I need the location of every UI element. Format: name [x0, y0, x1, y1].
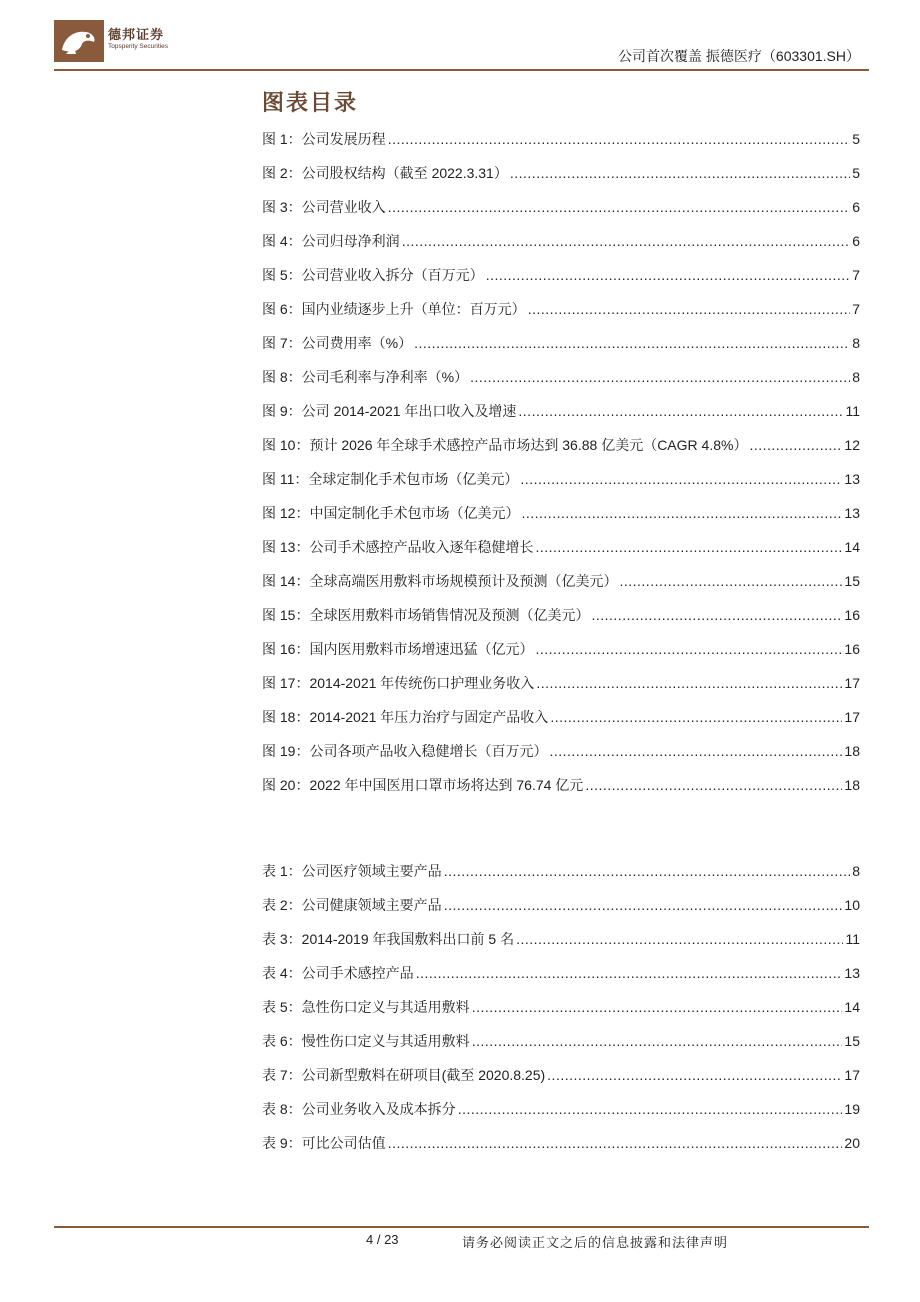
toc-leader-dots [521, 504, 842, 522]
toc-leader-dots [470, 368, 850, 386]
toc-entry-label: 图 5：公司营业收入拆分（百万元） [262, 267, 484, 283]
toc-entry[interactable] [262, 1100, 860, 1134]
toc-entry-label: 图 10：预计 2026 年全球手术感控产品市场达到 36.88 亿美元（CAGR 4.8%） [262, 437, 748, 453]
toc-entry-page: 15 [844, 573, 860, 589]
toc-entry-label: 图 17：2014-2021 年传统伤口护理业务收入 [262, 675, 535, 691]
toc-entry-page: 16 [844, 607, 860, 623]
toc-entry-label: 表 6：慢性伤口定义与其适用敷料 [262, 1033, 470, 1049]
toc-leader-dots [619, 572, 842, 590]
logo-subtext: Topsperity Securities [108, 43, 168, 50]
toc-leader-dots [402, 232, 851, 250]
toc-leader-dots [535, 640, 842, 658]
toc-leader-dots [520, 470, 842, 488]
toc-entry[interactable] [262, 368, 860, 402]
toc-entry-label: 图 7：公司费用率（%） [262, 335, 413, 351]
toc-leader-dots [591, 606, 842, 624]
toc-leader-dots [458, 1100, 843, 1118]
toc-entry[interactable] [262, 300, 860, 334]
figure-list [262, 130, 860, 810]
disclaimer-note: 请务必阅读正文之后的信息披露和法律声明 [462, 1235, 729, 1250]
toc-entry[interactable] [262, 606, 860, 640]
toc-leader-dots [444, 896, 843, 914]
toc-entry[interactable] [262, 538, 860, 572]
toc-entry[interactable] [262, 998, 860, 1032]
toc-entry[interactable] [262, 266, 860, 300]
toc-entry[interactable] [262, 964, 860, 998]
toc-entry[interactable] [262, 470, 860, 504]
toc-title: 图表目录 [262, 90, 359, 116]
toc-entry-page: 18 [844, 777, 860, 793]
toc-entry-label: 图 20：2022 年中国医用口罩市场将达到 76.74 亿元 [262, 777, 584, 793]
toc-entry-page: 20 [844, 1135, 860, 1151]
toc-entry-label: 图 6：国内业绩逐步上升（单位：百万元） [262, 301, 526, 317]
toc-leader-dots [510, 164, 850, 182]
toc-leader-dots [550, 708, 842, 726]
toc-leader-dots [444, 862, 851, 880]
toc-entry[interactable] [262, 640, 860, 674]
toc-entry-page: 13 [844, 471, 860, 487]
toc-entry[interactable] [262, 1066, 860, 1100]
toc-entry-page: 13 [844, 505, 860, 521]
toc-leader-dots [749, 436, 842, 454]
toc-entry-page: 11 [845, 931, 860, 947]
toc-entry-label: 图 8：公司毛利率与净利率（%） [262, 369, 469, 385]
toc-entry-label: 表 8：公司业务收入及成本拆分 [262, 1101, 456, 1117]
toc-entry[interactable] [262, 232, 860, 266]
toc-entry-label: 图 15：全球医用敷料市场销售情况及预测（亿美元） [262, 607, 590, 623]
report-header-title: 公司首次覆盖 振德医疗（603301.SH） [618, 48, 860, 64]
toc-entry-label: 表 1：公司医疗领域主要产品 [262, 863, 442, 879]
toc-entry[interactable] [262, 436, 860, 470]
toc-entry[interactable] [262, 402, 860, 436]
toc-leader-dots [388, 198, 851, 216]
toc-entry-page: 6 [852, 199, 860, 215]
toc-entry-page: 13 [844, 965, 860, 981]
toc-entry[interactable] [262, 1032, 860, 1066]
table-list [262, 862, 860, 1168]
toc-entry-label: 图 2：公司股权结构（截至 2022.3.31） [262, 165, 508, 181]
toc-entry-page: 10 [844, 897, 860, 913]
toc-entry-page: 11 [845, 403, 860, 419]
toc-entry-page: 14 [844, 539, 860, 555]
toc-entry-label: 图 19：公司各项产品收入稳健增长（百万元） [262, 743, 548, 759]
toc-leader-dots [518, 402, 843, 420]
toc-leader-dots [416, 964, 843, 982]
toc-entry-page: 17 [844, 675, 860, 691]
toc-leader-dots [414, 334, 850, 352]
toc-leader-dots [585, 776, 842, 794]
toc-entry[interactable] [262, 572, 860, 606]
toc-leader-dots [547, 1066, 842, 1084]
toc-entry-page: 8 [852, 369, 860, 385]
toc-entry-page: 5 [852, 165, 860, 181]
toc-entry-page: 8 [852, 863, 860, 879]
toc-entry[interactable] [262, 896, 860, 930]
toc-entry-label: 图 1：公司发展历程 [262, 131, 386, 147]
toc-entry-label: 图 3：公司营业收入 [262, 199, 386, 215]
toc-entry-label: 图 11：全球定制化手术包市场（亿美元） [262, 471, 519, 487]
toc-entry-page: 17 [844, 1067, 860, 1083]
toc-leader-dots [528, 300, 851, 318]
toc-entry-page: 18 [844, 743, 860, 759]
toc-entry[interactable] [262, 130, 860, 164]
toc-leader-dots [549, 742, 842, 760]
toc-entry-page: 19 [844, 1101, 860, 1117]
toc-entry[interactable] [262, 708, 860, 742]
toc-entry-label: 表 7：公司新型敷料在研项目(截至 2020.8.25) [262, 1067, 546, 1083]
toc-entry[interactable] [262, 164, 860, 198]
toc-entry-page: 5 [852, 131, 860, 147]
toc-leader-dots [472, 998, 843, 1016]
toc-entry[interactable] [262, 504, 860, 538]
toc-entry-label: 图 4：公司归母净利润 [262, 233, 400, 249]
company-logo-icon [54, 20, 104, 62]
toc-entry-page: 8 [852, 335, 860, 351]
toc-entry-page: 7 [852, 301, 860, 317]
toc-entry-label: 表 4：公司手术感控产品 [262, 965, 414, 981]
toc-entry-page: 17 [844, 709, 860, 725]
toc-entry-page: 16 [844, 641, 860, 657]
page-number: 4 / 23 [366, 1232, 399, 1247]
toc-entry[interactable] [262, 198, 860, 232]
toc-leader-dots [536, 674, 842, 692]
toc-leader-dots [388, 130, 851, 148]
toc-entry-label: 图 13：公司手术感控产品收入逐年稳健增长 [262, 539, 534, 555]
toc-entry[interactable] [262, 674, 860, 708]
page-header [0, 0, 920, 72]
toc-entry-page: 14 [844, 999, 860, 1015]
toc-entry-label: 图 18：2014-2021 年压力治疗与固定产品收入 [262, 709, 549, 725]
toc-entry[interactable] [262, 1134, 860, 1168]
toc-entry[interactable] [262, 334, 860, 368]
toc-entry-page: 7 [852, 267, 860, 283]
toc-entry-label: 图 16：国内医用敷料市场增速迅猛（亿元） [262, 641, 534, 657]
toc-entry[interactable] [262, 930, 860, 964]
toc-entry-label: 图 14：全球高端医用敷料市场规模预计及预测（亿美元） [262, 573, 618, 589]
toc-entry-label: 表 2：公司健康领域主要产品 [262, 897, 442, 913]
toc-leader-dots [535, 538, 842, 556]
toc-entry[interactable] [262, 776, 860, 810]
toc-entry[interactable] [262, 862, 860, 896]
toc-entry-label: 表 9：可比公司估值 [262, 1135, 386, 1151]
toc-entry-label: 图 9：公司 2014-2021 年出口收入及增速 [262, 403, 517, 419]
toc-entry-label: 表 5：急性伤口定义与其适用敷料 [262, 999, 470, 1015]
toc-entry-page: 15 [844, 1033, 860, 1049]
toc-leader-dots [516, 930, 843, 948]
logo-text: 德邦证券 [108, 27, 165, 42]
toc-leader-dots [388, 1134, 843, 1152]
toc-entry-page: 6 [852, 233, 860, 249]
toc-leader-dots [486, 266, 851, 284]
toc-entry-page: 12 [844, 437, 860, 453]
toc-leader-dots [472, 1032, 843, 1050]
toc-entry-label: 图 12：中国定制化手术包市场（亿美元） [262, 505, 520, 521]
footer-divider [54, 1226, 869, 1228]
toc-entry[interactable] [262, 742, 860, 776]
header-divider [54, 69, 869, 71]
toc-entry-label: 表 3：2014-2019 年我国敷料出口前 5 名 [262, 931, 515, 947]
